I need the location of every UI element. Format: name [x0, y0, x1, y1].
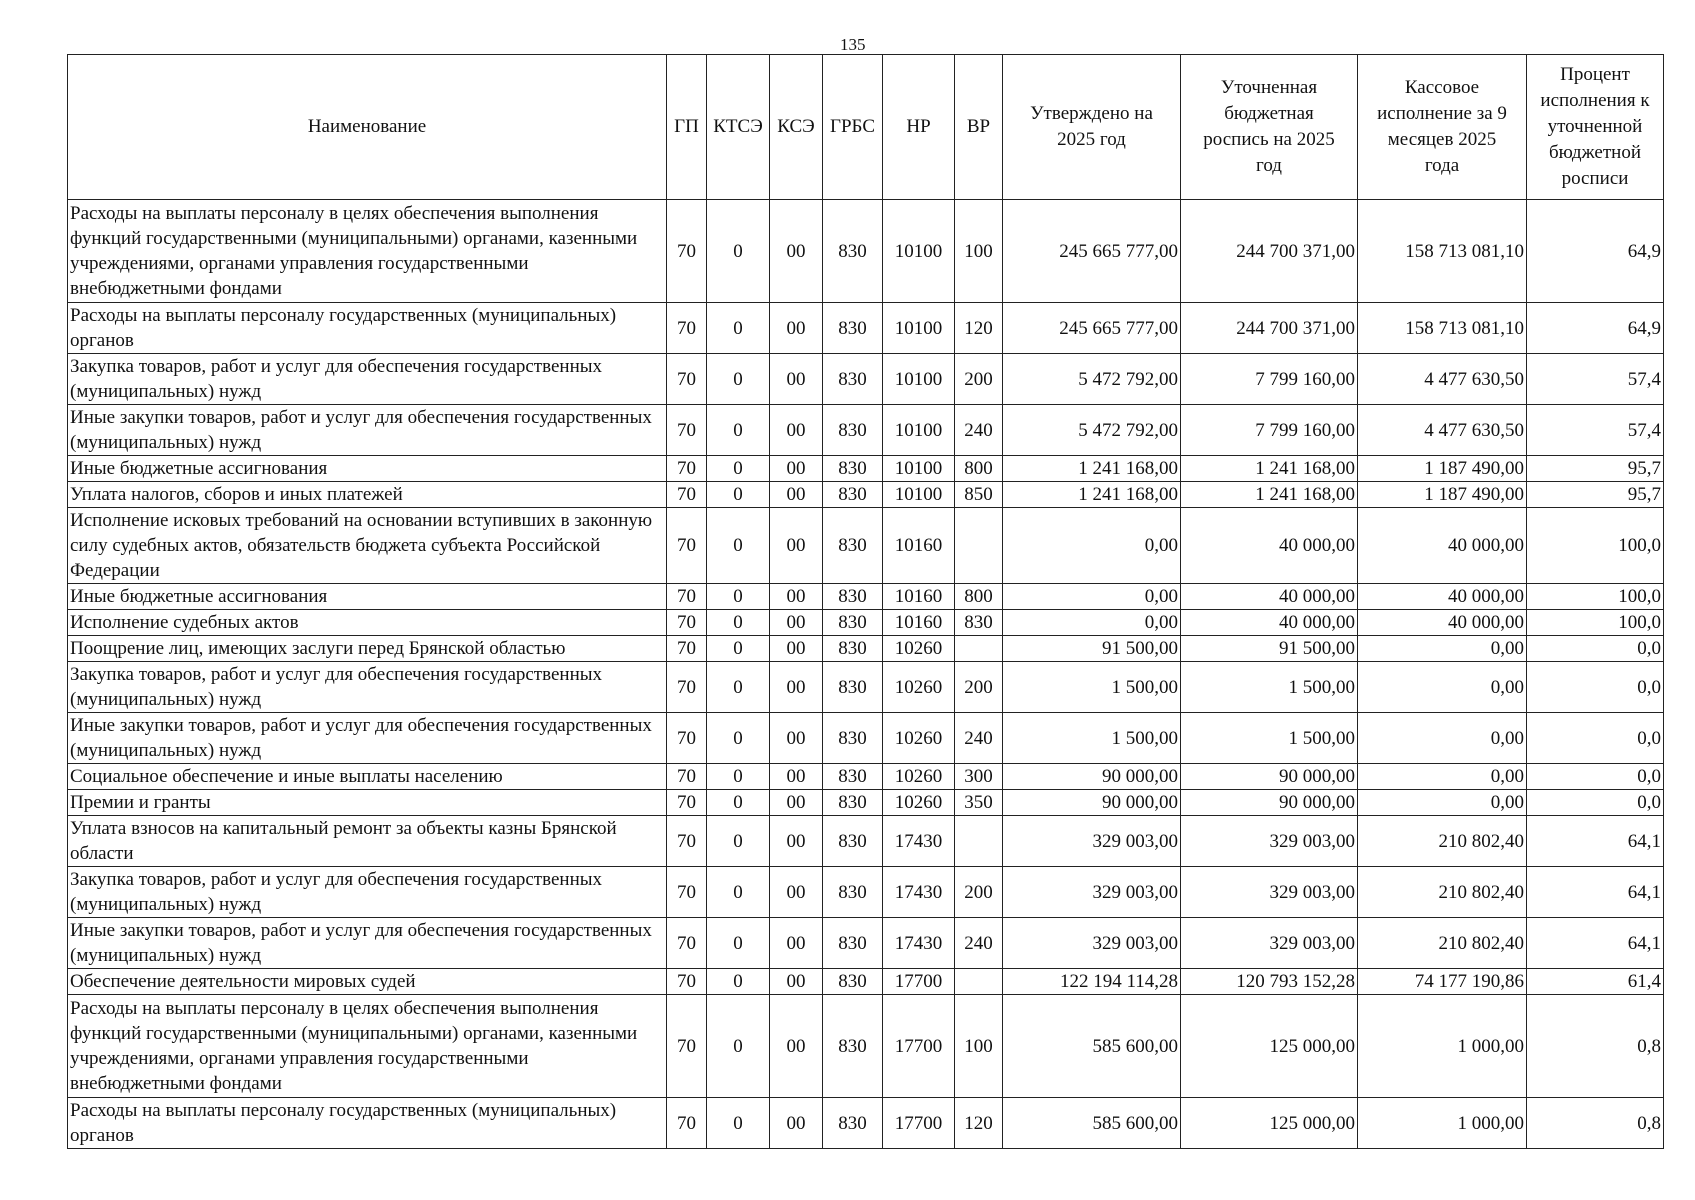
cell-gp: 70 — [667, 969, 707, 995]
cell-approved: 0,00 — [1003, 584, 1181, 610]
cell-grbs: 830 — [823, 508, 883, 584]
header-cash: Кассовое исполнение за 9 месяцев 2025 года — [1358, 55, 1527, 200]
cell-name: Поощрение лиц, имеющих заслуги перед Брянской областью — [68, 636, 667, 662]
cell-ktse: 0 — [707, 610, 770, 636]
table-row — [68, 662, 1664, 713]
cell-gp: 70 — [667, 867, 707, 918]
cell-nr: 10160 — [883, 508, 955, 584]
cell-cash: 210 802,40 — [1358, 918, 1527, 969]
cell-percent: 0,0 — [1527, 713, 1664, 764]
cell-nr: 10260 — [883, 790, 955, 816]
table-row — [68, 610, 1664, 636]
cell-kse: 00 — [770, 918, 823, 969]
cell-ktse: 0 — [707, 662, 770, 713]
cell-kse: 00 — [770, 662, 823, 713]
cell-approved: 1 241 168,00 — [1003, 482, 1181, 508]
cell-cash: 40 000,00 — [1358, 610, 1527, 636]
cell-gp: 70 — [667, 482, 707, 508]
cell-refined: 329 003,00 — [1181, 918, 1358, 969]
cell-kse: 00 — [770, 456, 823, 482]
cell-cash: 0,00 — [1358, 636, 1527, 662]
cell-percent: 0,8 — [1527, 1098, 1664, 1149]
cell-grbs: 830 — [823, 482, 883, 508]
cell-percent: 64,9 — [1527, 303, 1664, 354]
cell-vr: 100 — [955, 995, 1003, 1098]
cell-gp: 70 — [667, 790, 707, 816]
cell-nr: 10260 — [883, 662, 955, 713]
cell-refined: 120 793 152,28 — [1181, 969, 1358, 995]
cell-vr — [955, 508, 1003, 584]
cell-approved: 585 600,00 — [1003, 995, 1181, 1098]
cell-approved: 0,00 — [1003, 610, 1181, 636]
table-row — [68, 508, 1664, 584]
cell-cash: 4 477 630,50 — [1358, 354, 1527, 405]
cell-name: Уплата налогов, сборов и иных платежей — [68, 482, 667, 508]
cell-nr: 17430 — [883, 867, 955, 918]
cell-refined: 329 003,00 — [1181, 816, 1358, 867]
cell-nr: 10100 — [883, 354, 955, 405]
cell-vr: 200 — [955, 662, 1003, 713]
cell-percent: 95,7 — [1527, 456, 1664, 482]
cell-gp: 70 — [667, 354, 707, 405]
cell-nr: 17700 — [883, 1098, 955, 1149]
cell-nr: 17700 — [883, 995, 955, 1098]
cell-refined: 40 000,00 — [1181, 584, 1358, 610]
header-gp: ГП — [667, 55, 707, 200]
cell-grbs: 830 — [823, 918, 883, 969]
header-vr: ВР — [955, 55, 1003, 200]
cell-vr — [955, 969, 1003, 995]
cell-percent: 64,1 — [1527, 816, 1664, 867]
cell-ktse: 0 — [707, 995, 770, 1098]
cell-name: Иные бюджетные ассигнования — [68, 456, 667, 482]
cell-ktse: 0 — [707, 816, 770, 867]
cell-nr: 10100 — [883, 405, 955, 456]
cell-kse: 00 — [770, 764, 823, 790]
cell-kse: 00 — [770, 636, 823, 662]
cell-ktse: 0 — [707, 584, 770, 610]
cell-gp: 70 — [667, 1098, 707, 1149]
cell-cash: 210 802,40 — [1358, 816, 1527, 867]
cell-vr: 240 — [955, 405, 1003, 456]
cell-kse: 00 — [770, 584, 823, 610]
cell-kse: 00 — [770, 354, 823, 405]
cell-gp: 70 — [667, 303, 707, 354]
table-row — [68, 790, 1664, 816]
cell-name: Расходы на выплаты персоналу государственных (муниципальных) органов — [68, 1098, 667, 1149]
table-row — [68, 764, 1664, 790]
cell-grbs: 830 — [823, 713, 883, 764]
table-row — [68, 636, 1664, 662]
cell-percent: 100,0 — [1527, 610, 1664, 636]
table-row — [68, 918, 1664, 969]
cell-vr: 240 — [955, 713, 1003, 764]
cell-refined: 7 799 160,00 — [1181, 354, 1358, 405]
cell-nr: 10100 — [883, 482, 955, 508]
cell-gp: 70 — [667, 456, 707, 482]
cell-name: Исполнение исковых требований на основании вступивших в законную силу судебных актов, обязательств бюджета субъекта Российской Федерации — [68, 508, 667, 584]
cell-ktse: 0 — [707, 713, 770, 764]
cell-percent: 0,0 — [1527, 790, 1664, 816]
cell-gp: 70 — [667, 918, 707, 969]
cell-nr: 10260 — [883, 636, 955, 662]
cell-grbs: 830 — [823, 610, 883, 636]
cell-gp: 70 — [667, 200, 707, 303]
cell-refined: 1 241 168,00 — [1181, 482, 1358, 508]
cell-approved: 1 500,00 — [1003, 662, 1181, 713]
cell-cash: 1 187 490,00 — [1358, 482, 1527, 508]
cell-vr: 300 — [955, 764, 1003, 790]
cell-percent: 64,1 — [1527, 918, 1664, 969]
cell-grbs: 830 — [823, 405, 883, 456]
cell-grbs: 830 — [823, 200, 883, 303]
cell-vr: 200 — [955, 354, 1003, 405]
header-percent: Процент исполнения к уточненной бюджетной росписи — [1527, 55, 1664, 200]
cell-nr: 10100 — [883, 303, 955, 354]
cell-vr: 830 — [955, 610, 1003, 636]
cell-percent: 95,7 — [1527, 482, 1664, 508]
cell-refined: 1 500,00 — [1181, 713, 1358, 764]
cell-refined: 40 000,00 — [1181, 508, 1358, 584]
cell-grbs: 830 — [823, 662, 883, 713]
cell-grbs: 830 — [823, 584, 883, 610]
cell-ktse: 0 — [707, 867, 770, 918]
cell-name: Премии и гранты — [68, 790, 667, 816]
cell-nr: 10260 — [883, 764, 955, 790]
cell-approved: 1 500,00 — [1003, 713, 1181, 764]
cell-approved: 329 003,00 — [1003, 867, 1181, 918]
cell-refined: 90 000,00 — [1181, 764, 1358, 790]
cell-approved: 90 000,00 — [1003, 764, 1181, 790]
cell-refined: 91 500,00 — [1181, 636, 1358, 662]
cell-refined: 244 700 371,00 — [1181, 303, 1358, 354]
cell-cash: 4 477 630,50 — [1358, 405, 1527, 456]
cell-cash: 1 000,00 — [1358, 995, 1527, 1098]
cell-vr — [955, 636, 1003, 662]
cell-kse: 00 — [770, 482, 823, 508]
cell-name: Закупка товаров, работ и услуг для обеспечения государственных (муниципальных) нужд — [68, 354, 667, 405]
cell-approved: 5 472 792,00 — [1003, 354, 1181, 405]
cell-percent: 64,9 — [1527, 200, 1664, 303]
cell-kse: 00 — [770, 995, 823, 1098]
cell-nr: 10260 — [883, 713, 955, 764]
cell-nr: 10100 — [883, 456, 955, 482]
cell-refined: 1 500,00 — [1181, 662, 1358, 713]
cell-kse: 00 — [770, 816, 823, 867]
cell-ktse: 0 — [707, 303, 770, 354]
cell-name: Иные закупки товаров, работ и услуг для обеспечения государственных (муниципальных) нужд — [68, 918, 667, 969]
cell-grbs: 830 — [823, 995, 883, 1098]
cell-cash: 0,00 — [1358, 790, 1527, 816]
budget-table — [67, 54, 1664, 1149]
table-row — [68, 456, 1664, 482]
cell-gp: 70 — [667, 610, 707, 636]
cell-ktse: 0 — [707, 354, 770, 405]
cell-refined: 1 241 168,00 — [1181, 456, 1358, 482]
cell-name: Уплата взносов на капитальный ремонт за объекты казны Брянской области — [68, 816, 667, 867]
table-row — [68, 867, 1664, 918]
cell-kse: 00 — [770, 867, 823, 918]
cell-cash: 40 000,00 — [1358, 508, 1527, 584]
cell-vr — [955, 816, 1003, 867]
table-row — [68, 816, 1664, 867]
cell-kse: 00 — [770, 200, 823, 303]
cell-cash: 74 177 190,86 — [1358, 969, 1527, 995]
cell-percent: 100,0 — [1527, 584, 1664, 610]
cell-cash: 158 713 081,10 — [1358, 200, 1527, 303]
cell-cash: 158 713 081,10 — [1358, 303, 1527, 354]
cell-grbs: 830 — [823, 969, 883, 995]
cell-percent: 0,0 — [1527, 764, 1664, 790]
cell-gp: 70 — [667, 636, 707, 662]
table-row — [68, 482, 1664, 508]
cell-cash: 40 000,00 — [1358, 584, 1527, 610]
cell-nr: 10160 — [883, 584, 955, 610]
cell-name: Иные бюджетные ассигнования — [68, 584, 667, 610]
cell-grbs: 830 — [823, 456, 883, 482]
cell-gp: 70 — [667, 816, 707, 867]
cell-approved: 329 003,00 — [1003, 816, 1181, 867]
cell-name: Иные закупки товаров, работ и услуг для обеспечения государственных (муниципальных) нужд — [68, 405, 667, 456]
cell-percent: 0,8 — [1527, 995, 1664, 1098]
cell-vr: 100 — [955, 200, 1003, 303]
cell-ktse: 0 — [707, 456, 770, 482]
header-nr: НР — [883, 55, 955, 200]
cell-percent: 61,4 — [1527, 969, 1664, 995]
cell-nr: 10160 — [883, 610, 955, 636]
cell-kse: 00 — [770, 1098, 823, 1149]
cell-cash: 0,00 — [1358, 764, 1527, 790]
cell-kse: 00 — [770, 713, 823, 764]
cell-refined: 90 000,00 — [1181, 790, 1358, 816]
cell-name: Иные закупки товаров, работ и услуг для обеспечения государственных (муниципальных) нужд — [68, 713, 667, 764]
cell-refined: 329 003,00 — [1181, 867, 1358, 918]
cell-approved: 245 665 777,00 — [1003, 200, 1181, 303]
cell-ktse: 0 — [707, 790, 770, 816]
header-ktse: КТСЭ — [707, 55, 770, 200]
cell-approved: 0,00 — [1003, 508, 1181, 584]
cell-percent: 0,0 — [1527, 662, 1664, 713]
cell-name: Обеспечение деятельности мировых судей — [68, 969, 667, 995]
cell-vr: 350 — [955, 790, 1003, 816]
cell-name: Социальное обеспечение и иные выплаты населению — [68, 764, 667, 790]
table-body — [68, 200, 1664, 1149]
cell-nr: 17430 — [883, 918, 955, 969]
cell-kse: 00 — [770, 610, 823, 636]
cell-percent: 64,1 — [1527, 867, 1664, 918]
cell-ktse: 0 — [707, 918, 770, 969]
cell-gp: 70 — [667, 508, 707, 584]
cell-cash: 0,00 — [1358, 662, 1527, 713]
header-name: Наименование — [68, 55, 667, 200]
cell-ktse: 0 — [707, 405, 770, 456]
table-row — [68, 969, 1664, 995]
cell-gp: 70 — [667, 405, 707, 456]
cell-percent: 0,0 — [1527, 636, 1664, 662]
cell-vr: 120 — [955, 303, 1003, 354]
table-row — [68, 713, 1664, 764]
cell-name: Расходы на выплаты персоналу государственных (муниципальных) органов — [68, 303, 667, 354]
cell-refined: 244 700 371,00 — [1181, 200, 1358, 303]
cell-ktse: 0 — [707, 969, 770, 995]
cell-vr: 120 — [955, 1098, 1003, 1149]
header-refined: Уточненная бюджетная роспись на 2025 год — [1181, 55, 1358, 200]
cell-name: Закупка товаров, работ и услуг для обеспечения государственных (муниципальных) нужд — [68, 867, 667, 918]
cell-kse: 00 — [770, 790, 823, 816]
cell-refined: 7 799 160,00 — [1181, 405, 1358, 456]
cell-vr: 800 — [955, 456, 1003, 482]
cell-gp: 70 — [667, 584, 707, 610]
table-header-row — [68, 55, 1664, 200]
cell-gp: 70 — [667, 713, 707, 764]
cell-vr: 240 — [955, 918, 1003, 969]
cell-grbs: 830 — [823, 867, 883, 918]
cell-percent: 57,4 — [1527, 405, 1664, 456]
cell-name: Закупка товаров, работ и услуг для обеспечения государственных (муниципальных) нужд — [68, 662, 667, 713]
cell-cash: 1 000,00 — [1358, 1098, 1527, 1149]
table-row — [68, 200, 1664, 303]
cell-kse: 00 — [770, 303, 823, 354]
cell-percent: 100,0 — [1527, 508, 1664, 584]
cell-grbs: 830 — [823, 764, 883, 790]
table-row — [68, 303, 1664, 354]
page-number: 135 — [840, 35, 866, 54]
cell-grbs: 830 — [823, 354, 883, 405]
header-kse: КСЭ — [770, 55, 823, 200]
cell-kse: 00 — [770, 969, 823, 995]
cell-name: Расходы на выплаты персоналу в целях обеспечения выполнения функций государственными (муниципальными) органами, казенными учреждениями, органами управления государственными внебюджетными фондами — [68, 995, 667, 1098]
cell-approved: 91 500,00 — [1003, 636, 1181, 662]
cell-grbs: 830 — [823, 816, 883, 867]
cell-approved: 90 000,00 — [1003, 790, 1181, 816]
cell-refined: 40 000,00 — [1181, 610, 1358, 636]
cell-refined: 125 000,00 — [1181, 995, 1358, 1098]
cell-nr: 17430 — [883, 816, 955, 867]
cell-ktse: 0 — [707, 200, 770, 303]
cell-grbs: 830 — [823, 636, 883, 662]
cell-approved: 5 472 792,00 — [1003, 405, 1181, 456]
cell-vr: 200 — [955, 867, 1003, 918]
cell-cash: 210 802,40 — [1358, 867, 1527, 918]
table-row — [68, 354, 1664, 405]
cell-gp: 70 — [667, 995, 707, 1098]
cell-name: Расходы на выплаты персоналу в целях обеспечения выполнения функций государственными (муниципальными) органами, казенными учреждениями, органами управления государственными внебюджетными фондами — [68, 200, 667, 303]
table-row — [68, 584, 1664, 610]
cell-gp: 70 — [667, 662, 707, 713]
cell-vr: 800 — [955, 584, 1003, 610]
cell-approved: 585 600,00 — [1003, 1098, 1181, 1149]
cell-nr: 10100 — [883, 200, 955, 303]
cell-ktse: 0 — [707, 764, 770, 790]
cell-ktse: 0 — [707, 482, 770, 508]
cell-approved: 245 665 777,00 — [1003, 303, 1181, 354]
cell-approved: 329 003,00 — [1003, 918, 1181, 969]
header-grbs: ГРБС — [823, 55, 883, 200]
header-approved: Утверждено на 2025 год — [1003, 55, 1181, 200]
cell-name: Исполнение судебных актов — [68, 610, 667, 636]
cell-cash: 0,00 — [1358, 713, 1527, 764]
cell-ktse: 0 — [707, 636, 770, 662]
cell-nr: 17700 — [883, 969, 955, 995]
table-row — [68, 405, 1664, 456]
cell-refined: 125 000,00 — [1181, 1098, 1358, 1149]
cell-approved: 1 241 168,00 — [1003, 456, 1181, 482]
cell-gp: 70 — [667, 764, 707, 790]
cell-grbs: 830 — [823, 303, 883, 354]
cell-kse: 00 — [770, 508, 823, 584]
cell-kse: 00 — [770, 405, 823, 456]
cell-ktse: 0 — [707, 508, 770, 584]
cell-ktse: 0 — [707, 1098, 770, 1149]
cell-cash: 1 187 490,00 — [1358, 456, 1527, 482]
cell-approved: 122 194 114,28 — [1003, 969, 1181, 995]
cell-vr: 850 — [955, 482, 1003, 508]
table-row — [68, 1098, 1664, 1149]
cell-grbs: 830 — [823, 790, 883, 816]
cell-grbs: 830 — [823, 1098, 883, 1149]
table-row — [68, 995, 1664, 1098]
cell-percent: 57,4 — [1527, 354, 1664, 405]
